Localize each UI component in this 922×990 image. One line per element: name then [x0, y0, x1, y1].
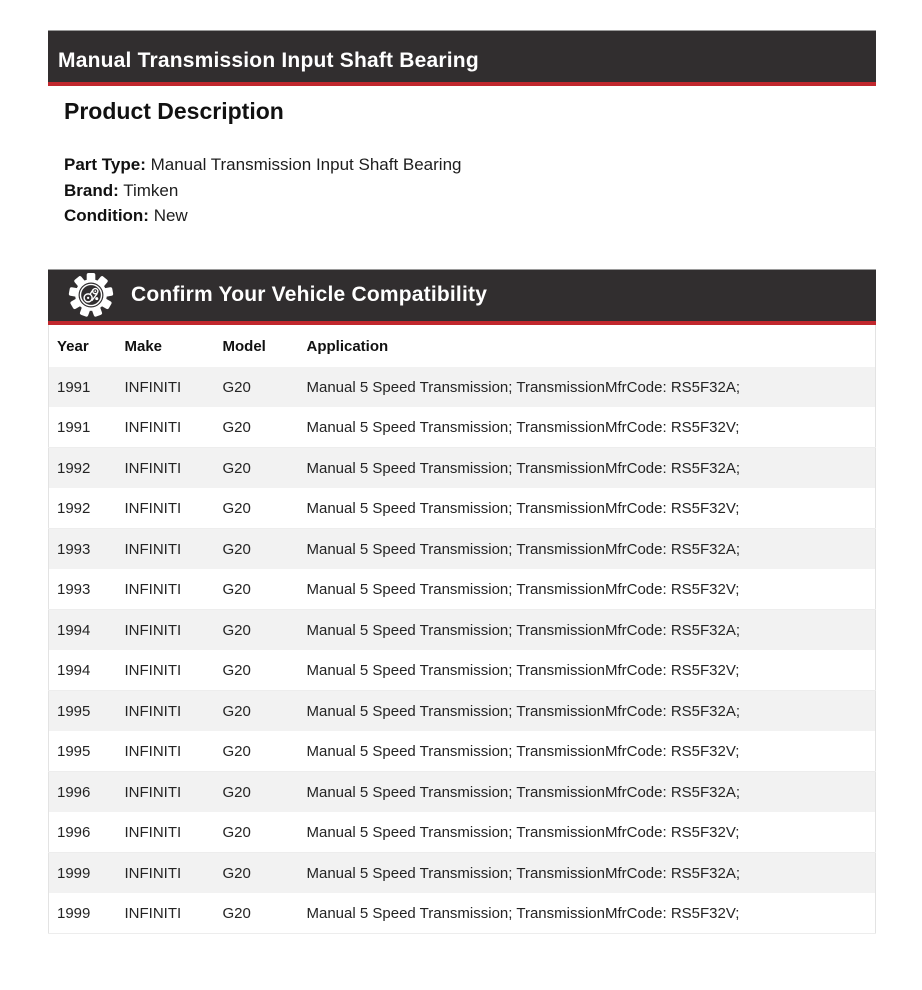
cell-make: INFINITI — [124, 702, 182, 720]
cell-make: INFINITI — [124, 459, 182, 477]
cell-model: G20 — [222, 540, 251, 558]
cell-make: INFINITI — [124, 540, 182, 558]
cell-year: 1991 — [57, 418, 91, 436]
table-row — [49, 407, 876, 448]
cell-application: Manual 5 Speed Transmission; TransmissionMfrCode: RS5F32A; — [306, 459, 741, 477]
column-header-year: Year — [49, 325, 117, 367]
cell-make: INFINITI — [124, 378, 182, 396]
table-row — [49, 812, 876, 853]
table-row — [49, 528, 876, 569]
cell-application: Manual 5 Speed Transmission; TransmissionMfrCode: RS5F32A; — [306, 864, 741, 882]
cell-year: 1992 — [57, 459, 91, 477]
cell-year: 1995 — [57, 702, 91, 720]
cell-model: G20 — [222, 580, 251, 598]
gear-mechanism-icon — [68, 272, 114, 318]
description-field: Part Type: Manual Transmission Input Shaft Bearing — [64, 155, 462, 174]
cell-model: G20 — [222, 378, 251, 396]
cell-application: Manual 5 Speed Transmission; TransmissionMfrCode: RS5F32V; — [306, 580, 740, 598]
cell-model: G20 — [222, 783, 251, 801]
cell-year: 1993 — [57, 580, 91, 598]
table-row — [49, 367, 876, 407]
cell-application: Manual 5 Speed Transmission; TransmissionMfrCode: RS5F32V; — [306, 823, 740, 841]
table-header-row — [49, 325, 876, 367]
description-heading: Product Description — [64, 98, 284, 124]
compatibility-section — [48, 269, 876, 934]
cell-application: Manual 5 Speed Transmission; TransmissionMfrCode: RS5F32A; — [306, 702, 741, 720]
cell-application: Manual 5 Speed Transmission; TransmissionMfrCode: RS5F32V; — [306, 904, 740, 922]
cell-model: G20 — [222, 499, 251, 517]
column-header-model: Model — [215, 325, 299, 367]
cell-model: G20 — [222, 864, 251, 882]
cell-year: 1993 — [57, 540, 91, 558]
cell-year: 1992 — [57, 499, 91, 517]
compatibility-table — [48, 325, 876, 934]
cell-year: 1994 — [57, 661, 91, 679]
cell-application: Manual 5 Speed Transmission; TransmissionMfrCode: RS5F32V; — [306, 499, 740, 517]
cell-model: G20 — [222, 621, 251, 639]
compatibility-header-bar — [48, 269, 876, 325]
description-fields — [64, 152, 464, 229]
table-row — [49, 650, 876, 691]
table-row — [49, 731, 876, 772]
cell-make: INFINITI — [124, 661, 182, 679]
cell-model: G20 — [222, 904, 251, 922]
field-label: Brand: — [64, 180, 119, 200]
table-row — [49, 852, 876, 893]
cell-application: Manual 5 Speed Transmission; TransmissionMfrCode: RS5F32V; — [306, 418, 740, 436]
cell-make: INFINITI — [124, 621, 182, 639]
table-row — [49, 893, 876, 934]
cell-year: 1994 — [57, 621, 91, 639]
product-title-bar — [48, 30, 876, 86]
cell-year: 1999 — [57, 864, 91, 882]
cell-model: G20 — [222, 661, 251, 679]
description-field: Condition: New — [64, 206, 188, 225]
cell-application: Manual 5 Speed Transmission; TransmissionMfrCode: RS5F32A; — [306, 540, 741, 558]
table-row — [49, 569, 876, 610]
cell-application: Manual 5 Speed Transmission; TransmissionMfrCode: RS5F32A; — [306, 621, 741, 639]
compatibility-heading: Confirm Your Vehicle Compatibility — [131, 283, 488, 306]
cell-model: G20 — [222, 823, 251, 841]
compatibility-table-body — [49, 367, 876, 934]
cell-application: Manual 5 Speed Transmission; TransmissionMfrCode: RS5F32V; — [306, 661, 740, 679]
cell-application: Manual 5 Speed Transmission; TransmissionMfrCode: RS5F32V; — [306, 742, 740, 760]
field-label: Condition: — [64, 206, 149, 225]
table-row — [49, 771, 876, 812]
cell-model: G20 — [222, 702, 251, 720]
description-field: Brand: Timken — [64, 180, 179, 200]
cell-year: 1996 — [57, 783, 91, 801]
cell-model: G20 — [222, 418, 251, 436]
cell-year: 1999 — [57, 904, 91, 922]
cell-year: 1996 — [57, 823, 91, 841]
field-label: Part Type: — [64, 155, 146, 174]
cell-model: G20 — [222, 742, 251, 760]
cell-model: G20 — [222, 459, 251, 477]
cell-make: INFINITI — [124, 864, 182, 882]
cell-make: INFINITI — [124, 742, 182, 760]
cell-make: INFINITI — [124, 580, 182, 598]
cell-year: 1995 — [57, 742, 91, 760]
table-row — [49, 690, 876, 731]
cell-make: INFINITI — [124, 904, 182, 922]
cell-year: 1991 — [57, 378, 91, 396]
column-header-application: Application — [299, 325, 876, 367]
cell-make: INFINITI — [124, 823, 182, 841]
cell-make: INFINITI — [124, 499, 182, 517]
product-title: Manual Transmission Input Shaft Bearing — [58, 48, 479, 72]
table-row — [49, 609, 876, 650]
cell-make: INFINITI — [124, 418, 182, 436]
cell-application: Manual 5 Speed Transmission; TransmissionMfrCode: RS5F32A; — [306, 783, 741, 801]
table-row — [49, 488, 876, 529]
product-description-section — [64, 98, 876, 229]
column-header-make: Make — [117, 325, 215, 367]
cell-application: Manual 5 Speed Transmission; TransmissionMfrCode: RS5F32A; — [306, 378, 741, 396]
table-row — [49, 447, 876, 488]
cell-make: INFINITI — [124, 783, 182, 801]
listing-content — [48, 30, 876, 934]
